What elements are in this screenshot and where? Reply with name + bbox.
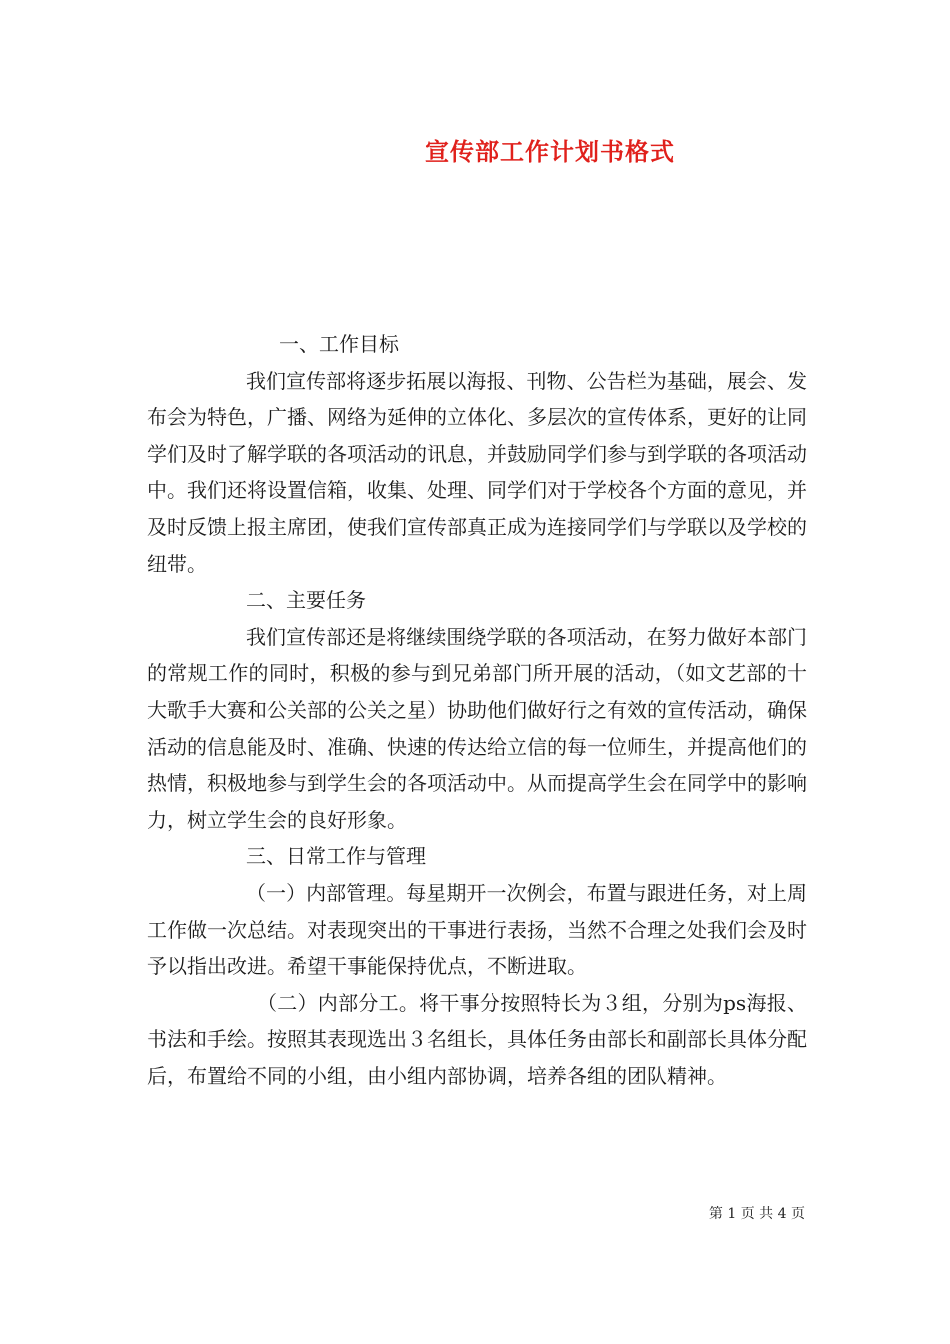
body-paragraph: （一）内部管理。每星期开一次例会，布置与跟进任务，对上周工作做一次总结。对表现突出的干事进行表扬，当然不合理之处我们会及时予以指出改进。希望干事能保持优点，不断进取。: [147, 880, 807, 979]
section-heading: 二、主要任务: [246, 588, 366, 613]
document-title: 宣传部工作计划书格式: [425, 137, 675, 166]
body-paragraph: 我们宣传部将逐步拓展以海报、刊物、公告栏为基础，展会、发布会为特色，广播、网络为延伸的立体化、多层次的宣传体系，更好的让同学们及时了解学联的各项活动的讯息，并鼓励同学们参与到学联的各项活动中。我们还将设置信箱，收集、处理、同学们对于学校各个方面的意见，并及时反馈上报主席团，使我们宣传部真正成为连接同学们与学联以及学校的纽带。: [147, 368, 807, 576]
page-number-footer: 第 1 页 共 4 页: [708, 1206, 805, 1222]
document-body: [147, 326, 807, 1094]
body-paragraph: 我们宣传部还是将继续围绕学联的各项活动，在努力做好本部门的常规工作的同时，积极的参与到兄弟部门所开展的活动，（如文艺部的十大歌手大赛和公关部的公关之星）协助他们做好行之有效的宣传活动，确保活动的信息能及时、准确、快速的传达给立信的每一位师生，并提高他们的热情，积极地参与到学生会的各项活动中。从而提高学生会在同学中的影响力，树立学生会的良好形象。: [147, 624, 807, 832]
body-paragraph: （二）内部分工。将干事分按照特长为３组，分别为ps海报、书法和手绘。按照其表现选出３名组长，具体任务由部长和副部长具体分配后，布置给不同的小组，由小组内部协调，培养各组的团队精神。: [147, 990, 807, 1088]
section-heading: 三、日常工作与管理: [246, 844, 426, 869]
section-heading: 一、工作目标: [279, 332, 399, 356]
